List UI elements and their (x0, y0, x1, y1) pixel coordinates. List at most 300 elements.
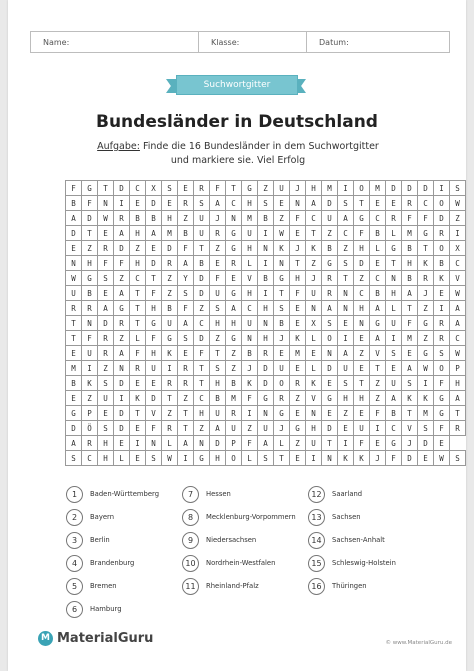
grid-cell[interactable]: N (274, 256, 290, 271)
grid-cell[interactable]: T (66, 331, 82, 346)
grid-cell[interactable]: G (386, 241, 402, 256)
grid-cell[interactable]: L (114, 451, 130, 466)
grid-cell[interactable]: Z (226, 361, 242, 376)
grid-cell[interactable]: Z (210, 241, 226, 256)
grid-cell[interactable]: N (258, 406, 274, 421)
grid-cell[interactable]: L (306, 361, 322, 376)
grid-cell[interactable]: F (210, 271, 226, 286)
grid-cell[interactable]: E (178, 346, 194, 361)
grid-cell[interactable]: E (98, 406, 114, 421)
grid-cell[interactable]: E (66, 346, 82, 361)
grid-cell[interactable]: S (210, 301, 226, 316)
grid-cell[interactable]: C (354, 286, 370, 301)
grid-cell[interactable]: G (226, 286, 242, 301)
grid-cell[interactable]: E (322, 376, 338, 391)
grid-cell[interactable]: G (386, 436, 402, 451)
grid-cell[interactable]: J (306, 271, 322, 286)
grid-cell[interactable]: K (242, 376, 258, 391)
grid-cell[interactable]: R (66, 301, 82, 316)
grid-cell[interactable]: T (338, 271, 354, 286)
grid-cell[interactable]: R (130, 361, 146, 376)
grid-cell[interactable]: E (66, 241, 82, 256)
grid-cell[interactable]: R (210, 226, 226, 241)
grid-cell[interactable]: E (162, 196, 178, 211)
grid-cell[interactable]: U (258, 421, 274, 436)
grid-cell[interactable]: Z (338, 241, 354, 256)
grid-cell[interactable]: M (66, 361, 82, 376)
grid-cell[interactable]: U (162, 316, 178, 331)
grid-cell[interactable]: F (146, 331, 162, 346)
grid-cell[interactable]: E (290, 226, 306, 241)
grid-cell[interactable]: B (370, 286, 386, 301)
grid-cell[interactable]: E (130, 451, 146, 466)
grid-cell[interactable]: C (418, 196, 434, 211)
grid-cell[interactable]: B (130, 211, 146, 226)
grid-cell[interactable]: T (66, 316, 82, 331)
grid-cell[interactable]: A (306, 196, 322, 211)
grid-cell[interactable]: G (434, 391, 450, 406)
grid-cell[interactable]: E (402, 346, 418, 361)
grid-cell[interactable]: I (434, 181, 450, 196)
grid-cell[interactable]: N (386, 271, 402, 286)
grid-cell[interactable]: T (162, 391, 178, 406)
class-field[interactable] (199, 32, 307, 52)
grid-cell[interactable]: R (178, 361, 194, 376)
grid-cell[interactable]: D (114, 421, 130, 436)
grid-cell[interactable]: U (354, 421, 370, 436)
grid-cell[interactable]: A (114, 346, 130, 361)
grid-cell[interactable]: Y (178, 271, 194, 286)
grid-cell[interactable]: L (306, 331, 322, 346)
grid-cell[interactable]: K (338, 451, 354, 466)
grid-cell[interactable]: E (130, 196, 146, 211)
grid-cell[interactable]: C (370, 211, 386, 226)
grid-cell[interactable]: K (162, 346, 178, 361)
grid-cell[interactable]: B (210, 391, 226, 406)
grid-cell[interactable]: D (194, 271, 210, 286)
grid-cell[interactable]: Z (338, 406, 354, 421)
grid-cell[interactable]: A (338, 211, 354, 226)
grid-cell[interactable]: H (98, 451, 114, 466)
grid-cell[interactable]: B (82, 286, 98, 301)
grid-cell[interactable]: W (450, 286, 466, 301)
grid-cell[interactable]: P (450, 361, 466, 376)
grid-cell[interactable]: U (194, 211, 210, 226)
grid-cell[interactable]: I (114, 391, 130, 406)
grid-cell[interactable]: A (450, 391, 466, 406)
grid-cell[interactable]: D (82, 211, 98, 226)
grid-cell[interactable]: C (226, 196, 242, 211)
grid-cell[interactable]: F (146, 421, 162, 436)
grid-cell[interactable]: O (274, 376, 290, 391)
grid-cell[interactable]: U (210, 406, 226, 421)
grid-cell[interactable]: D (114, 181, 130, 196)
grid-cell[interactable]: I (450, 226, 466, 241)
grid-cell[interactable]: Z (114, 271, 130, 286)
grid-cell[interactable]: F (130, 346, 146, 361)
grid-cell[interactable]: Ö (82, 421, 98, 436)
grid-cell[interactable]: W (66, 271, 82, 286)
grid-cell[interactable]: A (386, 391, 402, 406)
grid-cell[interactable]: J (242, 361, 258, 376)
grid-cell[interactable]: N (258, 241, 274, 256)
grid-cell[interactable]: G (418, 316, 434, 331)
grid-cell[interactable]: C (338, 226, 354, 241)
grid-cell[interactable]: D (322, 421, 338, 436)
grid-cell[interactable]: C (130, 271, 146, 286)
grid-cell[interactable]: I (386, 331, 402, 346)
grid-cell[interactable]: L (274, 436, 290, 451)
grid-cell[interactable]: S (338, 376, 354, 391)
grid-cell[interactable]: N (306, 406, 322, 421)
grid-cell[interactable]: T (418, 241, 434, 256)
grid-cell[interactable]: D (194, 331, 210, 346)
grid-cell[interactable]: N (146, 436, 162, 451)
grid-cell[interactable]: Z (290, 436, 306, 451)
grid-cell[interactable]: J (402, 436, 418, 451)
grid-cell[interactable]: B (242, 346, 258, 361)
grid-cell[interactable]: O (434, 241, 450, 256)
grid-cell[interactable]: G (322, 391, 338, 406)
grid-cell[interactable]: P (226, 436, 242, 451)
grid-cell[interactable]: S (402, 376, 418, 391)
grid-cell[interactable]: C (194, 391, 210, 406)
grid-cell[interactable]: L (370, 241, 386, 256)
grid-cell[interactable]: V (306, 391, 322, 406)
name-field[interactable] (31, 32, 199, 52)
grid-cell[interactable]: W (162, 451, 178, 466)
grid-cell[interactable]: U (210, 286, 226, 301)
grid-cell[interactable]: H (258, 301, 274, 316)
grid-cell[interactable]: H (162, 211, 178, 226)
grid-cell[interactable]: H (194, 406, 210, 421)
grid-cell[interactable]: N (322, 451, 338, 466)
grid-cell[interactable]: G (194, 451, 210, 466)
grid-cell[interactable]: I (338, 181, 354, 196)
grid-cell[interactable]: D (402, 451, 418, 466)
grid-cell[interactable]: D (418, 436, 434, 451)
grid-cell[interactable]: E (354, 406, 370, 421)
date-field[interactable] (307, 32, 449, 52)
grid-cell[interactable]: N (66, 256, 82, 271)
grid-cell[interactable]: F (82, 331, 98, 346)
grid-cell[interactable]: I (242, 406, 258, 421)
grid-cell[interactable]: E (370, 256, 386, 271)
grid-cell[interactable]: B (258, 271, 274, 286)
grid-cell[interactable]: Z (178, 211, 194, 226)
grid-cell[interactable]: G (418, 346, 434, 361)
grid-cell[interactable]: F (434, 376, 450, 391)
grid-cell[interactable]: B (402, 241, 418, 256)
grid-cell[interactable]: F (418, 211, 434, 226)
grid-cell[interactable]: R (434, 331, 450, 346)
grid-cell[interactable]: A (226, 301, 242, 316)
grid-cell[interactable]: S (178, 331, 194, 346)
grid-cell[interactable]: T (274, 286, 290, 301)
grid-cell[interactable]: F (114, 256, 130, 271)
grid-cell[interactable]: E (418, 451, 434, 466)
grid-cell[interactable]: U (242, 226, 258, 241)
grid-cell[interactable]: A (210, 196, 226, 211)
grid-cell[interactable]: R (402, 196, 418, 211)
grid-cell[interactable]: H (146, 301, 162, 316)
grid-cell[interactable]: S (338, 196, 354, 211)
grid-cell[interactable]: V (146, 406, 162, 421)
grid-cell[interactable]: M (322, 181, 338, 196)
grid-cell[interactable]: S (66, 451, 82, 466)
grid-cell[interactable]: T (194, 241, 210, 256)
grid-cell[interactable]: S (434, 346, 450, 361)
grid-cell[interactable]: T (178, 421, 194, 436)
grid-cell[interactable]: H (82, 256, 98, 271)
grid-cell[interactable]: Z (450, 211, 466, 226)
grid-cell[interactable]: S (178, 286, 194, 301)
grid-cell[interactable]: S (98, 421, 114, 436)
grid-cell[interactable]: K (418, 391, 434, 406)
grid-cell[interactable]: T (306, 226, 322, 241)
grid-cell[interactable]: K (82, 376, 98, 391)
grid-cell[interactable]: B (178, 226, 194, 241)
grid-cell[interactable]: H (130, 226, 146, 241)
grid-cell[interactable]: E (386, 361, 402, 376)
grid-cell[interactable]: I (258, 286, 274, 301)
grid-cell[interactable]: U (274, 181, 290, 196)
grid-cell[interactable]: M (370, 181, 386, 196)
grid-cell[interactable]: N (306, 301, 322, 316)
grid-cell[interactable]: M (418, 406, 434, 421)
grid-cell[interactable]: G (114, 301, 130, 316)
grid-cell[interactable]: F (402, 316, 418, 331)
grid-cell[interactable]: R (114, 316, 130, 331)
grid-cell[interactable]: L (386, 226, 402, 241)
grid-cell[interactable]: T (194, 376, 210, 391)
grid-cell[interactable]: H (290, 271, 306, 286)
grid-cell[interactable]: G (82, 271, 98, 286)
grid-cell[interactable]: H (354, 391, 370, 406)
grid-cell[interactable]: A (178, 436, 194, 451)
grid-cell[interactable]: F (386, 451, 402, 466)
grid-cell[interactable]: A (114, 226, 130, 241)
grid-cell[interactable]: J (370, 451, 386, 466)
grid-cell[interactable]: A (66, 211, 82, 226)
grid-cell[interactable]: F (434, 421, 450, 436)
grid-cell[interactable]: E (386, 196, 402, 211)
grid-cell[interactable]: I (338, 331, 354, 346)
grid-cell[interactable]: E (322, 406, 338, 421)
grid-cell[interactable]: C (130, 181, 146, 196)
grid-cell[interactable]: E (146, 376, 162, 391)
grid-cell[interactable]: H (338, 391, 354, 406)
grid-cell[interactable]: R (162, 421, 178, 436)
grid-cell[interactable]: D (402, 181, 418, 196)
grid-cell[interactable]: N (82, 316, 98, 331)
grid-cell[interactable]: F (146, 286, 162, 301)
grid-cell[interactable]: H (146, 346, 162, 361)
grid-cell[interactable]: G (322, 256, 338, 271)
grid-cell[interactable]: Z (194, 421, 210, 436)
grid-cell[interactable]: E (114, 436, 130, 451)
grid-cell[interactable]: D (386, 181, 402, 196)
grid-cell[interactable]: F (242, 436, 258, 451)
grid-cell[interactable]: R (386, 211, 402, 226)
grid-cell[interactable]: R (290, 376, 306, 391)
grid-cell[interactable]: T (82, 226, 98, 241)
grid-cell[interactable]: N (242, 331, 258, 346)
grid-cell[interactable]: I (82, 361, 98, 376)
grid-cell[interactable]: F (98, 256, 114, 271)
grid-cell[interactable]: G (226, 331, 242, 346)
grid-cell[interactable]: B (434, 256, 450, 271)
grid-cell[interactable]: H (130, 256, 146, 271)
grid-cell[interactable]: T (386, 256, 402, 271)
grid-cell[interactable]: A (322, 301, 338, 316)
grid-cell[interactable]: R (98, 331, 114, 346)
grid-cell[interactable]: T (210, 346, 226, 361)
grid-cell[interactable]: T (130, 286, 146, 301)
grid-cell[interactable]: W (418, 361, 434, 376)
grid-cell[interactable]: B (162, 301, 178, 316)
grid-cell[interactable]: H (306, 181, 322, 196)
grid-cell[interactable]: H (386, 286, 402, 301)
grid-cell[interactable]: U (194, 226, 210, 241)
grid-cell[interactable]: W (450, 346, 466, 361)
grid-cell[interactable]: N (98, 196, 114, 211)
grid-cell[interactable]: S (194, 196, 210, 211)
grid-cell[interactable]: H (306, 421, 322, 436)
grid-cell[interactable]: S (450, 181, 466, 196)
grid-cell[interactable]: G (162, 331, 178, 346)
grid-cell[interactable]: K (402, 391, 418, 406)
grid-cell[interactable]: I (338, 436, 354, 451)
grid-cell[interactable]: I (162, 361, 178, 376)
grid-cell[interactable]: H (242, 241, 258, 256)
grid-cell[interactable]: N (226, 211, 242, 226)
grid-cell[interactable]: G (258, 391, 274, 406)
grid-cell[interactable]: D (66, 226, 82, 241)
grid-cell[interactable]: F (194, 346, 210, 361)
grid-cell[interactable]: E (354, 331, 370, 346)
grid-cell[interactable]: M (402, 331, 418, 346)
grid-cell[interactable]: Z (258, 181, 274, 196)
grid-cell[interactable]: C (306, 211, 322, 226)
grid-cell[interactable]: E (290, 316, 306, 331)
grid-cell[interactable]: A (178, 256, 194, 271)
grid-cell[interactable]: Z (162, 286, 178, 301)
grid-cell[interactable]: Z (210, 331, 226, 346)
grid-cell[interactable]: J (274, 421, 290, 436)
grid-cell[interactable]: C (194, 316, 210, 331)
grid-cell[interactable]: U (98, 391, 114, 406)
grid-cell[interactable]: L (242, 256, 258, 271)
grid-cell[interactable]: E (338, 421, 354, 436)
grid-cell[interactable]: J (290, 241, 306, 256)
grid-cell[interactable]: F (290, 286, 306, 301)
grid-cell[interactable]: S (386, 346, 402, 361)
grid-cell[interactable]: F (370, 406, 386, 421)
grid-cell[interactable]: N (114, 361, 130, 376)
grid-cell[interactable]: T (146, 271, 162, 286)
grid-cell[interactable]: B (194, 256, 210, 271)
grid-cell[interactable]: J (290, 181, 306, 196)
grid-cell[interactable]: T (370, 361, 386, 376)
grid-cell[interactable]: S (338, 256, 354, 271)
grid-cell[interactable]: T (178, 406, 194, 421)
grid-cell[interactable]: F (210, 181, 226, 196)
grid-cell[interactable]: M (402, 226, 418, 241)
grid-cell[interactable]: H (210, 376, 226, 391)
grid-cell[interactable]: S (162, 181, 178, 196)
grid-cell[interactable]: F (178, 301, 194, 316)
grid-cell[interactable]: R (162, 256, 178, 271)
grid-cell[interactable]: N (290, 196, 306, 211)
grid-cell[interactable]: H (226, 316, 242, 331)
grid-cell[interactable]: E (66, 391, 82, 406)
grid-cell[interactable]: C (386, 421, 402, 436)
grid-cell[interactable]: U (322, 211, 338, 226)
grid-cell[interactable]: R (114, 211, 130, 226)
grid-cell[interactable]: N (338, 301, 354, 316)
grid-cell[interactable]: X (450, 241, 466, 256)
grid-cell[interactable]: J (274, 331, 290, 346)
grid-cell[interactable]: N (194, 436, 210, 451)
grid-cell[interactable]: V (370, 346, 386, 361)
grid-cell[interactable]: E (434, 286, 450, 301)
grid-cell[interactable]: R (434, 316, 450, 331)
grid-cell[interactable]: D (162, 241, 178, 256)
grid-cell[interactable]: A (178, 316, 194, 331)
grid-cell[interactable]: U (338, 361, 354, 376)
grid-cell[interactable]: E (290, 361, 306, 376)
grid-cell[interactable]: M (242, 211, 258, 226)
grid-cell[interactable]: H (242, 286, 258, 301)
grid-cell[interactable]: R (226, 406, 242, 421)
grid-cell[interactable]: Z (354, 346, 370, 361)
grid-cell[interactable]: U (146, 361, 162, 376)
grid-cell[interactable]: O (354, 181, 370, 196)
grid-cell[interactable]: U (386, 316, 402, 331)
grid-cell[interactable]: O (434, 196, 450, 211)
grid-cell[interactable]: D (194, 286, 210, 301)
grid-cell[interactable]: Z (370, 376, 386, 391)
grid-cell[interactable]: T (402, 406, 418, 421)
grid-cell[interactable]: F (242, 391, 258, 406)
grid-cell[interactable]: Z (194, 301, 210, 316)
grid-cell[interactable]: U (242, 316, 258, 331)
grid-cell[interactable]: Z (274, 211, 290, 226)
grid-cell[interactable]: C (450, 256, 466, 271)
grid-cell[interactable]: Z (242, 421, 258, 436)
grid-cell[interactable]: Z (82, 241, 98, 256)
grid-cell[interactable]: B (66, 376, 82, 391)
grid-cell[interactable]: E (130, 376, 146, 391)
grid-cell[interactable]: O (226, 451, 242, 466)
grid-cell[interactable]: D (146, 196, 162, 211)
grid-cell[interactable]: U (274, 361, 290, 376)
grid-cell[interactable]: B (274, 316, 290, 331)
grid-cell[interactable]: F (82, 196, 98, 211)
grid-cell[interactable]: N (322, 346, 338, 361)
grid-cell[interactable]: D (258, 376, 274, 391)
grid-cell[interactable]: R (82, 301, 98, 316)
grid-cell[interactable]: D (322, 361, 338, 376)
grid-cell[interactable]: R (162, 376, 178, 391)
grid-cell[interactable]: A (450, 316, 466, 331)
grid-cell[interactable]: R (98, 241, 114, 256)
grid-cell[interactable]: I (370, 421, 386, 436)
grid-cell[interactable]: E (370, 196, 386, 211)
grid-cell[interactable]: H (450, 376, 466, 391)
grid-cell[interactable]: D (66, 421, 82, 436)
